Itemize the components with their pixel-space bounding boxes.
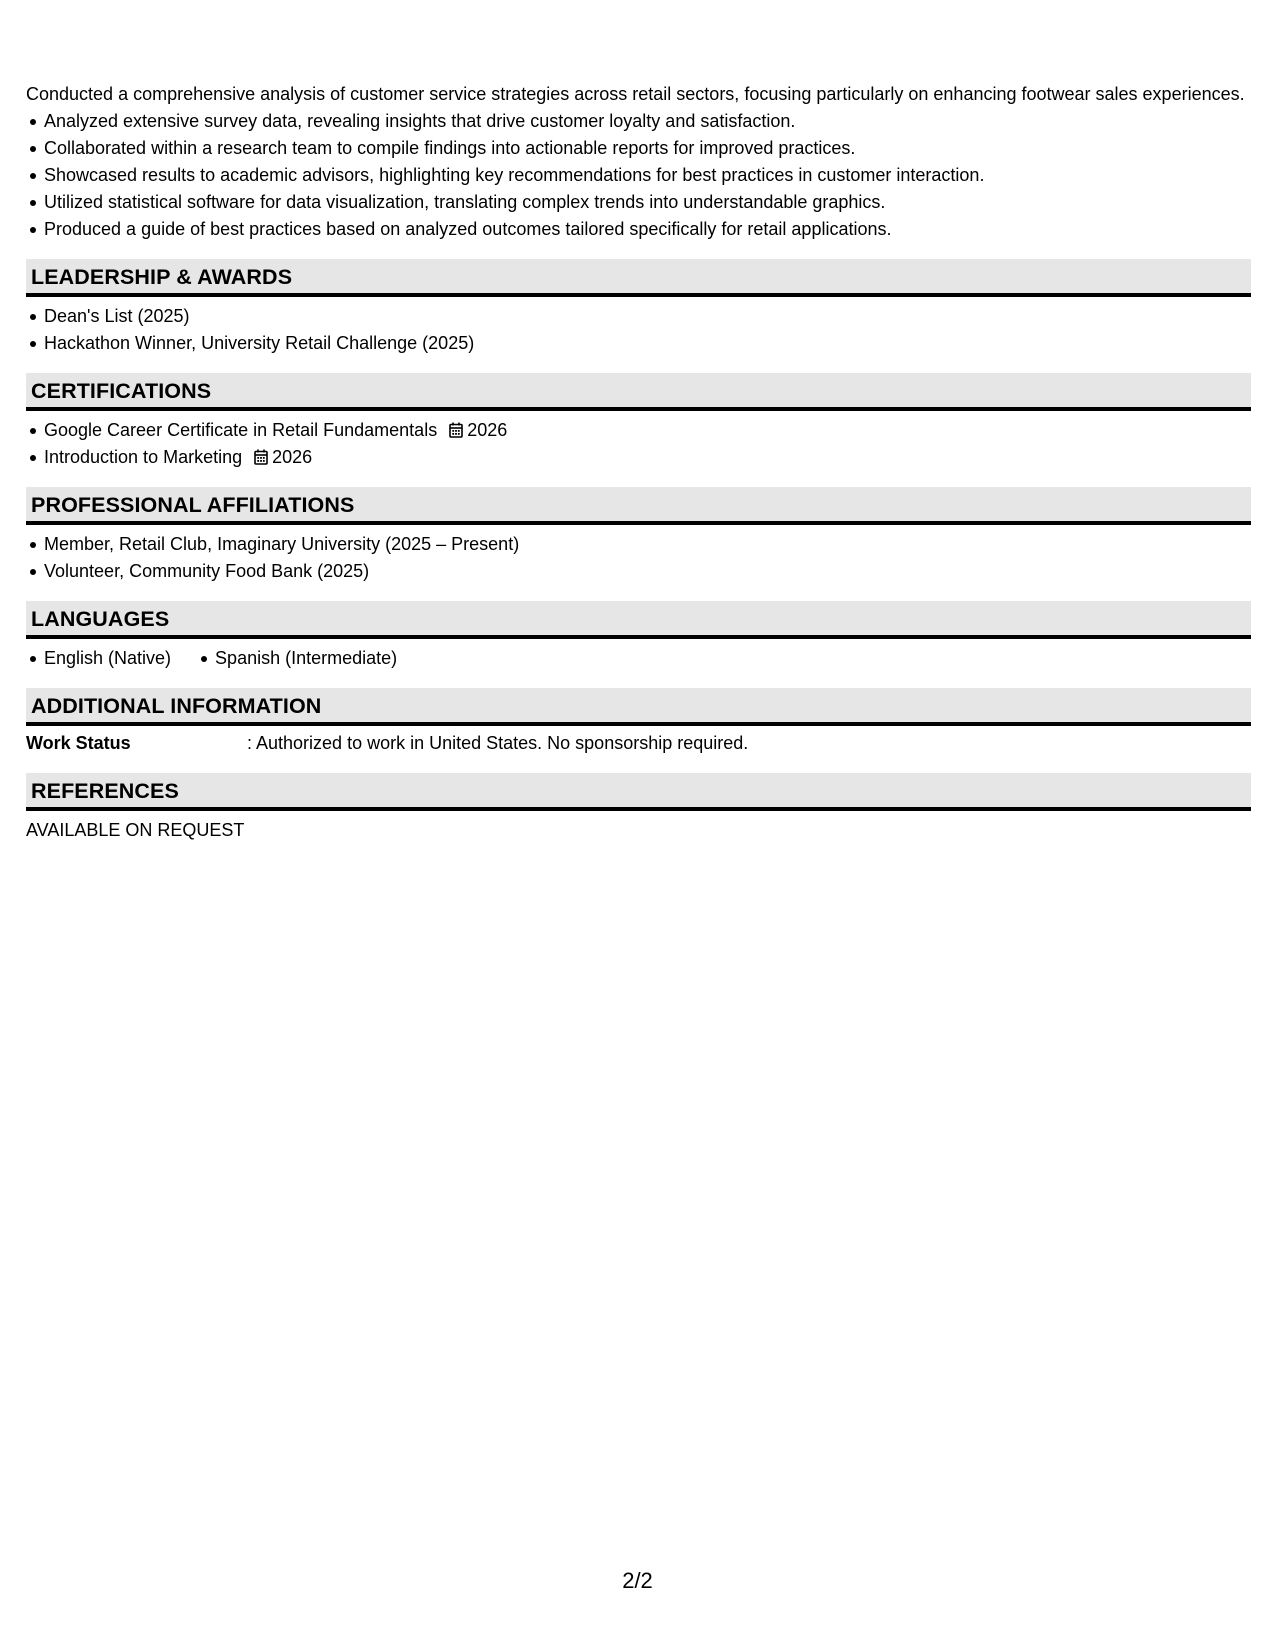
work-status-row	[26, 730, 1251, 757]
list-item: Volunteer, Community Food Bank (2025)	[44, 558, 1251, 585]
list-item	[44, 444, 1251, 471]
project-summary: Conducted a comprehensive analysis of customer service strategies across retail sectors, focusing particularly on enhancing footwear sales experiences.	[26, 84, 1245, 104]
certifications-section	[26, 373, 1251, 471]
project-bullets	[26, 108, 1251, 243]
work-status-label: Work Status	[26, 732, 131, 753]
awards-list	[26, 303, 1251, 357]
languages-list	[26, 645, 1251, 672]
calendar-icon	[254, 449, 268, 465]
list-item: Member, Retail Club, Imaginary University (2025 – Present)	[44, 531, 1251, 558]
resume-page	[26, 82, 1251, 844]
page-number: 2/2	[622, 1568, 653, 1593]
certification-year: 2026	[467, 419, 508, 440]
section-heading: ADDITIONAL INFORMATION	[26, 688, 1251, 726]
list-item: Showcased results to academic advisors, highlighting key recommendations for best practices in customer interaction.	[44, 162, 1251, 189]
list-item: Collaborated within a research team to compile findings into actionable reports for improved practices.	[44, 135, 1251, 162]
additional-info-section	[26, 688, 1251, 757]
list-item: Produced a guide of best practices based on analyzed outcomes tailored specifically for retail applications.	[44, 216, 1251, 243]
language-item: English (Native)	[44, 645, 171, 672]
section-heading: LEADERSHIP & AWARDS	[26, 259, 1251, 297]
list-item	[44, 417, 1251, 444]
section-heading: LANGUAGES	[26, 601, 1251, 639]
section-heading: PROFESSIONAL AFFILIATIONS	[26, 487, 1251, 525]
list-item: Utilized statistical software for data visualization, translating complex trends into understandable graphics.	[44, 189, 1251, 216]
certification-name: Google Career Certificate in Retail Fundamentals	[44, 419, 438, 440]
section-heading: REFERENCES	[26, 773, 1251, 811]
certifications-list	[26, 417, 1251, 471]
section-heading: CERTIFICATIONS	[26, 373, 1251, 411]
leadership-section	[26, 259, 1251, 357]
certification-year: 2026	[272, 446, 313, 467]
references-section	[26, 773, 1251, 844]
calendar-icon	[449, 422, 463, 438]
list-item: Hackathon Winner, University Retail Challenge (2025)	[44, 330, 1251, 357]
language-item: Spanish (Intermediate)	[215, 645, 397, 672]
references-text: AVAILABLE ON REQUEST	[26, 819, 245, 840]
list-item: Analyzed extensive survey data, revealing insights that drive customer loyalty and satisfaction.	[44, 108, 1251, 135]
affiliations-section	[26, 487, 1251, 585]
certification-name: Introduction to Marketing	[44, 446, 243, 467]
languages-section	[26, 601, 1251, 672]
work-status-value: : Authorized to work in United States. No sponsorship required.	[247, 732, 749, 753]
list-item: Dean's List (2025)	[44, 303, 1251, 330]
affiliations-list	[26, 531, 1251, 585]
